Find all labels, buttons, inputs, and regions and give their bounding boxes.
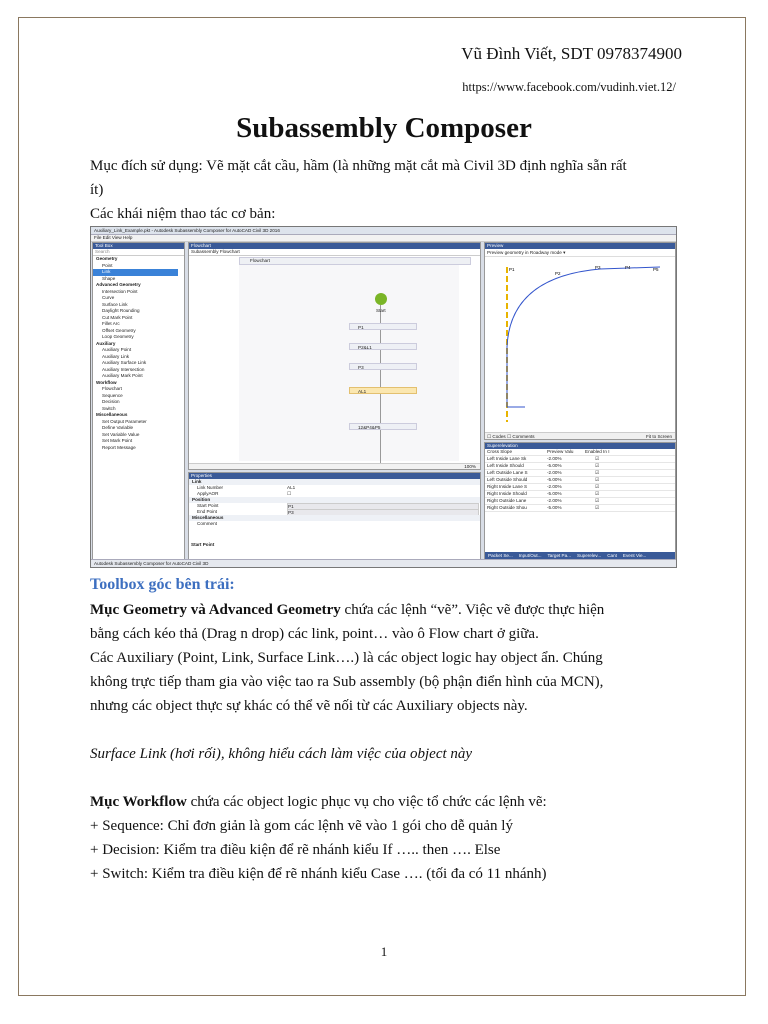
toolbox-category[interactable]: Advanced Geometry (96, 282, 141, 287)
toolbox-item[interactable]: Daylight Rounding (102, 308, 140, 313)
superelevation-row[interactable]: Left Outside Should -5.00% ☑ (485, 477, 675, 484)
toolbox-item[interactable]: Auxiliary Mark Point (102, 373, 143, 378)
purpose-line-cont: ít) (90, 182, 104, 198)
flowchart-node[interactable]: P3 (349, 363, 417, 370)
toolbox-header: Tool Box (93, 243, 184, 249)
toolbox-item[interactable]: Offset Geometry (102, 327, 136, 333)
bottom-tab[interactable]: Superelev... (577, 553, 602, 558)
toolbox-category[interactable]: Workflow (96, 379, 117, 385)
status-bar: Autodesk Subassembly Composer for AutoCAD Civil 3D (91, 559, 677, 567)
properties-header: Properties (189, 473, 480, 479)
superelevation-header: Superelevation (485, 443, 675, 449)
toolbox-heading: Toolbox góc bên trái: (90, 576, 235, 593)
purpose-line: Mục đích sử dụng: Vẽ mặt cắt cầu, hầm (là những mặt cắt mà Civil 3D định nghĩa sẵn rất (90, 158, 627, 174)
flowchart-node[interactable]: P1 (349, 323, 417, 330)
prop-cat-misc[interactable]: Miscellaneous (189, 515, 480, 521)
prop-start-point[interactable]: Start Point P1 (189, 503, 480, 509)
decision-line: + Decision: Kiểm tra điều kiện để rẽ nhánh kiểu If ….. then …. Else (90, 842, 501, 858)
toolbox-item[interactable]: Link (93, 269, 178, 276)
prop-end-point[interactable]: End Point P3 (189, 509, 480, 515)
preview-curve (507, 267, 660, 407)
toolbox-item[interactable]: Decision (102, 399, 120, 404)
page-number: 1 (380, 944, 388, 959)
sequence-line: + Sequence: Chỉ đơn giản là gom các lệnh vẽ vào 1 gói cho dễ quản lý (90, 818, 513, 834)
superelevation-row[interactable]: Left Outside Lane S -2.00% ☑ (485, 470, 675, 477)
workflow-line: Mục Workflow chứa các object logic phục vụ cho việc tổ chức các lệnh vẽ: (90, 794, 547, 810)
codes-checkbox[interactable]: ☐ Codes (487, 434, 506, 439)
aux-line-2: không trực tiếp tham gia vào việc tao ra Sub assembly (bộ phận điển hình của MCN), (90, 674, 604, 690)
toolbox-item[interactable]: Loop Geometry (102, 334, 134, 339)
comments-checkbox[interactable]: ☐ Comments (506, 434, 535, 439)
toolbox-category[interactable]: Miscellaneous (96, 412, 128, 417)
toolbox-category[interactable]: Geometry (96, 256, 118, 261)
toolbox-search-input[interactable]: Search (93, 249, 184, 256)
start-label: Start (376, 308, 386, 313)
flowchart-node[interactable]: 12&P4&P5 (349, 423, 417, 430)
flowchart-zoom[interactable]: 100% (189, 463, 480, 469)
window-title: Auxiliary_Link_Example.pkt - Autodesk Subassembly Composer for AutoCAD Civil 3D 2016 (91, 227, 676, 235)
bottom-tab[interactable]: Target Pa... (547, 553, 572, 558)
properties-panel (188, 472, 481, 560)
toolbox-item[interactable]: Auxiliary Point (102, 347, 132, 352)
facebook-link[interactable]: https://www.facebook.com/vudinh.viet.12/ (462, 80, 676, 94)
toolbox-item[interactable]: Set Mark Point (102, 438, 133, 443)
toolbox-item[interactable]: Set Variable Value (102, 431, 140, 437)
toolbox-item[interactable]: Curve (102, 295, 115, 300)
bottom-tab[interactable]: Input/Out... (518, 553, 542, 558)
prop-cat-link[interactable]: Link (189, 479, 480, 485)
prop-link-number[interactable]: Link Number AL1 (197, 485, 296, 490)
menu-bar[interactable]: File Edit View Help (91, 235, 676, 242)
preview-canvas[interactable] (485, 257, 675, 427)
toolbox-item[interactable]: Report Message (102, 444, 136, 450)
properties-footer: Start Point (191, 542, 215, 547)
prop-cat-position[interactable]: Position (189, 497, 480, 503)
toolbox-item[interactable]: Flowchart (102, 386, 122, 391)
bottom-tab[interactable]: Cant (607, 553, 617, 558)
flowchart-canvas[interactable] (239, 265, 459, 461)
superelevation-row[interactable]: Left Inside Should -5.00% ☑ (485, 463, 675, 470)
prop-comment[interactable]: Comment (197, 521, 217, 526)
toolbox-item[interactable]: Surface Link (102, 301, 128, 307)
toolbox-item[interactable]: Auxiliary Intersection (102, 366, 145, 372)
app-screenshot (90, 226, 677, 568)
superelevation-panel (484, 442, 676, 560)
toolbox-item[interactable]: Fillet Arc (102, 321, 120, 326)
switch-line: + Switch: Kiểm tra điều kiện để rẽ nhánh kiểu Case …. (tối đa có 11 nhánh) (90, 866, 547, 882)
geometry-line: Mục Geometry và Advanced Geometry chứa các lệnh “vẽ”. Việc vẽ được thực hiện (90, 602, 605, 618)
concepts-line: Các khái niệm thao tác cơ bản: (90, 206, 276, 222)
preview-point: P4 (625, 265, 631, 270)
superelevation-row[interactable]: Right Outside Lane -2.00% ☑ (485, 498, 675, 505)
superelevation-row[interactable]: Right Inside Should -5.00% ☑ (485, 491, 675, 498)
bottom-tab[interactable]: Event Vie... (622, 553, 647, 558)
flowchart-tabs[interactable]: Subassembly Flowchart (189, 249, 480, 256)
toolbox-item[interactable]: Intersection Point (102, 288, 138, 294)
surface-link-note: Surface Link (hơi rối), không hiểu cách làm việc của object này (90, 746, 473, 762)
aux-line-1: Các Auxiliary (Point, Link, Surface Link….) là các object logic hay object ẩn. Chúng (90, 650, 603, 666)
preview-point: P3 (595, 265, 601, 270)
toolbox-item[interactable]: Auxiliary Surface Link (102, 360, 147, 365)
toolbox-item[interactable]: Auxiliary Link (102, 353, 130, 359)
flowchart-node[interactable]: P2&L1 (349, 343, 417, 350)
preview-mode-select[interactable]: Preview geometry in Roadway mode ▾ (485, 249, 675, 257)
superelevation-columns: Cross Slope Preview Valu Enabled In I (485, 449, 675, 456)
fit-to-screen-button[interactable]: Fit to Screen (645, 434, 672, 439)
page-title: Subassembly Composer (236, 112, 532, 144)
preview-header: Preview (485, 243, 675, 249)
preview-panel (484, 242, 676, 440)
preview-point: P1 (509, 267, 515, 272)
geometry-line-2: bằng cách kéo thả (Drag n drop) các link, point… vào ô Flow chart ở giữa. (90, 626, 539, 642)
bottom-tabs (485, 552, 675, 559)
preview-point: P2 (555, 271, 561, 276)
preview-point: P5 (653, 267, 659, 272)
start-node[interactable] (375, 293, 387, 305)
toolbox-panel (92, 242, 185, 560)
flowchart-node[interactable]: AL1 (349, 387, 417, 394)
toolbox-item[interactable]: Switch (102, 405, 116, 411)
author-line: Vũ Đình Viết, SDT 0978374900 (461, 44, 682, 63)
superelevation-row[interactable]: Left Inside Lane Sk -2.00% ☑ (485, 456, 675, 463)
toolbox-item[interactable]: Define Variable (102, 425, 134, 430)
superelevation-row[interactable]: Right Outside Shou -5.00% ☑ (485, 505, 675, 512)
bottom-tab[interactable]: Packet Se... (488, 553, 513, 558)
toolbox-item[interactable]: Point (102, 262, 113, 268)
flowchart-header: Flowchart (189, 243, 480, 249)
toolbox-category[interactable]: Auxiliary (96, 340, 116, 346)
toolbox-list (93, 256, 184, 451)
toolbox-item[interactable]: Shape (102, 275, 116, 281)
toolbox-item[interactable]: Set Output Parameter (102, 418, 147, 424)
toolbox-item[interactable]: Sequence (102, 392, 123, 398)
superelevation-row[interactable]: Right Inside Lane S -2.00% ☑ (485, 484, 675, 491)
preview-footer (485, 432, 675, 439)
flowchart-panel (188, 242, 481, 470)
toolbox-item[interactable]: Cut Mark Point (102, 314, 133, 320)
prop-apply-aor[interactable]: ApplyAOR ☐ (197, 491, 292, 496)
flowchart-breadcrumb[interactable]: Flowchart (239, 257, 471, 265)
aux-line-3: nhưng các object thực sự khác có thể vẽ nối từ các Auxiliary objects này. (90, 698, 528, 714)
